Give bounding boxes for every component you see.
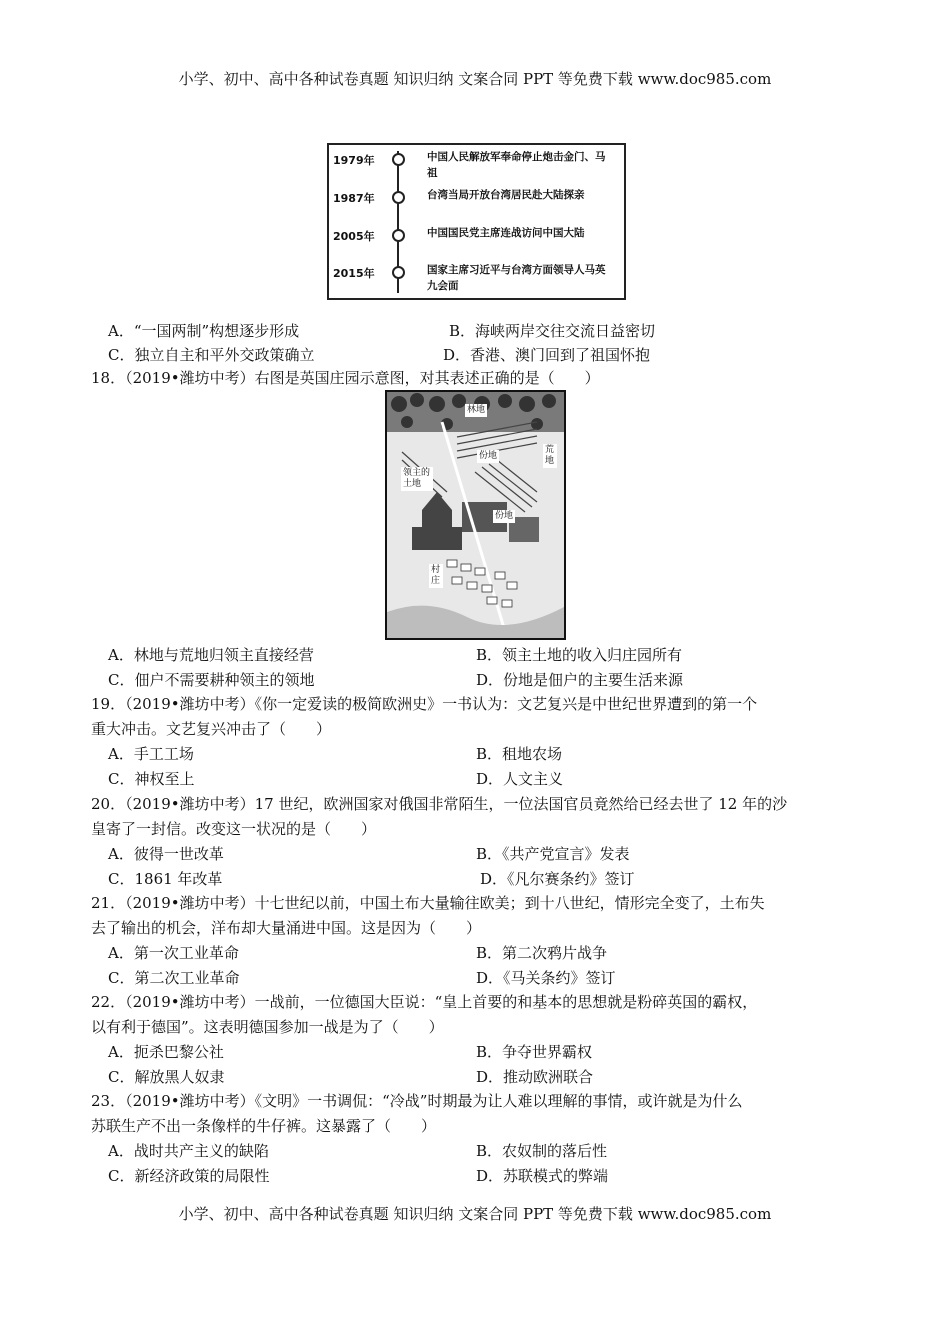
manor-map <box>385 390 566 640</box>
q20-option-d: D．《凡尔赛条约》签订 <box>480 870 635 888</box>
q21-option-d: D．《马关条约》签订 <box>476 969 616 987</box>
q19-stem-line2: 重大冲击。文艺复兴冲击了（ ） <box>91 720 332 738</box>
timeline-event: 台湾当局开放台湾居民赴大陆探亲 <box>427 189 585 201</box>
q22-option-c: C．解放黑人奴隶 <box>108 1068 225 1086</box>
q23-option-c: C．新经济政策的局限性 <box>108 1167 270 1185</box>
q21-stem-line1: 21．（2019•潍坊中考）十七世纪以前，中国土布大量输往欧美；到十八世纪，情形完全变了，土布失 <box>91 894 765 912</box>
q21-stem-line2: 去了输出的机会，洋布却大量涌进中国。这是因为（ ） <box>91 919 482 937</box>
q18-option-b: B．领主土地的收入归庄园所有 <box>476 646 683 664</box>
timeline-year: 2005年 <box>333 230 375 243</box>
q20-stem-line2: 皇寄了一封信。改变这一状况的是（ ） <box>91 820 377 838</box>
map-label-forest: 林地 <box>467 405 486 415</box>
q18-stem: 18．（2019•潍坊中考）右图是英国庄园示意图，对其表述正确的是（ ） <box>91 369 600 387</box>
map-label-lord-land: 领主的土地 <box>401 467 433 491</box>
map-label-village: 村庄 <box>429 564 443 588</box>
q22-option-a: A．扼杀巴黎公社 <box>108 1043 224 1061</box>
q19-option-d: D．人文主义 <box>476 770 564 788</box>
q17-option-d: D．香港、澳门回到了祖国怀抱 <box>443 346 651 364</box>
q23-option-b: B．农奴制的落后性 <box>476 1142 608 1160</box>
q17-option-c: C．独立自主和平外交政策确立 <box>108 346 315 364</box>
manor-map-drawing <box>387 392 564 638</box>
q17-option-b: B．海峡两岸交往交流日益密切 <box>449 322 656 340</box>
q20-option-b: B．《共产党宣言》发表 <box>476 845 630 863</box>
q23-stem-line2: 苏联生产不出一条像样的牛仔裤。这暴露了（ ） <box>91 1117 437 1135</box>
timeline-dot <box>392 191 405 204</box>
q18-option-a: A．林地与荒地归领主直接经营 <box>108 646 314 664</box>
map-label-share-land-1: 份地 <box>479 451 498 461</box>
timeline-event: 国家主席习近平与台湾方面领导人马英九会面 <box>427 264 606 292</box>
page-header: 小学、初中、高中各种试卷真题 知识归纳 文案合同 PPT 等免费下载 www.doc985.com <box>178 70 772 88</box>
timeline-year: 1979年 <box>333 154 375 167</box>
q21-option-a: A．第一次工业革命 <box>108 944 239 962</box>
q22-stem-line1: 22．（2019•潍坊中考）一战前，一位德国大臣说：“皇上首要的和基本的思想就是粉碎英国的霸权， <box>91 993 758 1011</box>
timeline-event: 中国人民解放军奉命停止炮击金门、马祖 <box>427 151 606 179</box>
q19-option-a: A．手工工场 <box>108 745 194 763</box>
timeline-figure <box>327 143 626 300</box>
q21-option-c: C．第二次工业革命 <box>108 969 240 987</box>
timeline-event: 中国国民党主席连战访问中国大陆 <box>427 227 585 239</box>
timeline-year: 1987年 <box>333 192 375 205</box>
map-label-share-land-2: 份地 <box>495 511 514 521</box>
q18-option-c: C．佃户不需要耕种领主的领地 <box>108 671 315 689</box>
q22-stem-line2: 以有利于德国”。这表明德国参加一战是为了（ ） <box>91 1018 444 1036</box>
q19-stem-line1: 19．（2019•潍坊中考）《你一定爱读的极简欧洲史》一书认为：文艺复兴是中世纪世界遭到的第一个 <box>91 695 758 713</box>
q18-option-d: D．份地是佃户的主要生活来源 <box>476 671 684 689</box>
q20-option-a: A．彼得一世改革 <box>108 845 224 863</box>
q21-option-b: B．第二次鸦片战争 <box>476 944 608 962</box>
page-footer: 小学、初中、高中各种试卷真题 知识归纳 文案合同 PPT 等免费下载 www.doc985.com <box>178 1205 772 1223</box>
q20-stem-line1: 20．（2019•潍坊中考）17 世纪，欧洲国家对俄国非常陌生，一位法国官员竟然给已经去世了 12 年的沙 <box>91 795 788 813</box>
q23-option-a: A．战时共产主义的缺陷 <box>108 1142 269 1160</box>
timeline-dot <box>392 153 405 166</box>
q20-option-c: C．1861 年改革 <box>108 870 223 888</box>
timeline-year: 2015年 <box>333 267 375 280</box>
map-label-wasteland: 荒地 <box>543 444 557 468</box>
timeline-dot <box>392 266 405 279</box>
q19-option-c: C．神权至上 <box>108 770 195 788</box>
q22-option-d: D．推动欧洲联合 <box>476 1068 594 1086</box>
q23-option-d: D．苏联模式的弊端 <box>476 1167 609 1185</box>
q19-option-b: B．租地农场 <box>476 745 563 763</box>
q22-option-b: B．争夺世界霸权 <box>476 1043 593 1061</box>
q23-stem-line1: 23．（2019•潍坊中考）《文明》一书调侃：“冷战”时期最为让人难以理解的事情，或许就是为什么 <box>91 1092 743 1110</box>
timeline-dot <box>392 229 405 242</box>
q17-option-a: A．“一国两制”构想逐步形成 <box>108 322 300 340</box>
